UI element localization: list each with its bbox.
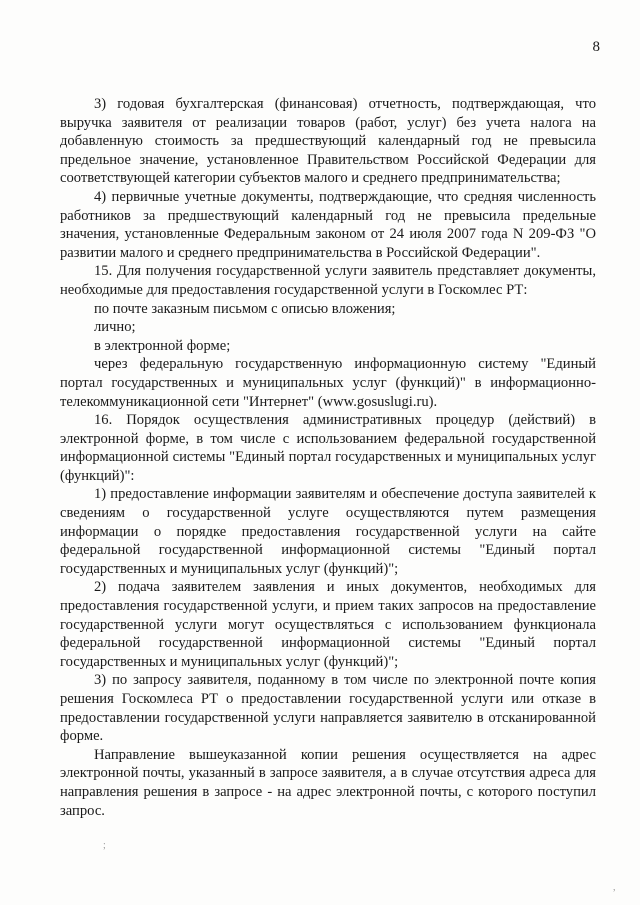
scan-mark: , [613,882,616,893]
list-item-in-person: лично; [94,319,136,336]
paragraph-item-4-primary-documents: 4) первичные учетные документы, подтверждающие, что средняя численность работников за предшествующий календарный год не превысила предельные значения, установленные Федеральным законом от 24 июля 2007 года N 209-ФЗ "О развитии малого и среднего предпринимательства в Российской Федерации". [60,188,596,261]
paragraph-16-item-2: 2) подача заявителем заявления и иных документов, необходимых для предоставления государственной услуги, и прием таких запросов на предоставление государственной услуги могут осуществляться с использованием функционала федеральной государственной информационной системы "Единый портал государственных и муниципальных услуг (функций)"; [60,579,596,670]
scan-mark: ; [103,840,106,851]
paragraph-item-3-financial-statements: 3) годовая бухгалтерская (финансовая) отчетность, подтверждающая, что выручка заявителя от реализации товаров (работ, услуг) без учета налога на добавленную стоимость за предшествующий календарный год не превысила предельное значение, установленное Правительством Российской Федерации для соответствующей категории субъектов малого и среднего предпринимательства; [60,96,596,187]
paragraph-decision-email-address: Направление вышеуказанной копии решения осуществляется на адрес электронной почты, указанный в запросе заявителя, а в случае отсутствия адреса для направления решения в запросе - на адрес электронной почты, с которого поступил запрос. [60,746,596,819]
list-item-gosuslugi-portal: через федеральную государственную информационную систему "Единый портал государственных и муниципальных услуг (функций)" в информационно-телекоммуникационной сети "Интернет" (www.gosuslugi.ru). [60,356,596,410]
page-number: 8 [592,39,600,55]
list-item-electronic: в электронной форме; [94,337,231,354]
paragraph-16-item-3: 3) по запросу заявителя, поданному в том числе по электронной почте копия решения Госкомлеса РТ о предоставлении государственной услуги или отказе в предоставлении государственной услуги направляется заявителю в отсканированной форме. [60,672,596,745]
list-item-by-mail: по почте заказным письмом с описью вложения; [94,300,396,317]
paragraph-16-electronic-procedures: 16. Порядок осуществления административных процедур (действий) в электронной форме, в том числе с использованием федеральной государственной информационной системы "Единый портал государственных и муниципальных услуг (функций)": [60,412,596,484]
document-body [60,95,596,820]
paragraph-16-item-1: 1) предоставление информации заявителям и обеспечение доступа заявителей к сведениям о государственной услуге осуществляются путем размещения информации о порядке предоставления государственной услуги на сайте федеральной государственной информационной системы "Единый портал государственных и муниципальных услуг (функций)"; [60,486,596,577]
paragraph-15-submission-methods: 15. Для получения государственной услуги заявитель представляет документы, необходимые для предоставления государственной услуги в Госкомлес РТ: [60,263,596,298]
